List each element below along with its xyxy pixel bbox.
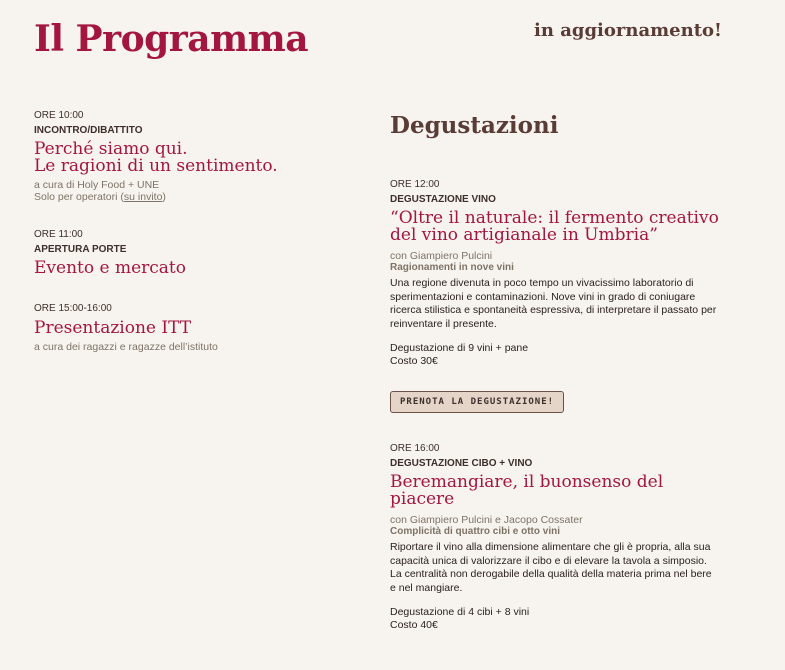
tasting-kind: DEGUSTAZIONE CIBO + VINO xyxy=(390,458,533,469)
event-meta xyxy=(34,179,354,203)
tasting-subtitle: Ragionamenti in nove vini xyxy=(390,262,514,273)
tasting-description: Riportare il vino alla dimensione alimentare che gli è propria, alla sua capacità unica di valorizzare il cibo e di elevare la tavola a simposio. La centralità non derogabile della qualità della materia prima nel bere e nel mangiare. xyxy=(390,541,712,594)
book-tasting-button[interactable]: PRENOTA LA DEGUSTAZIONE! xyxy=(390,391,564,413)
tasting-offer-text: Degustazione di 4 cibi + 8 vini xyxy=(390,606,530,618)
access-prefix: Solo per operatori ( xyxy=(34,191,124,203)
tasting-description: Una regione divenuta in poco tempo un vivacissimo laboratorio di sperimentazioni e contaminazioni. Nove vini in grado di coniugare ricerca stilistica e spontaneità espressiva, di interpretare il passato per reinventare il presente. xyxy=(390,277,717,330)
invite-link[interactable]: su invito xyxy=(123,191,163,203)
event-title-line: Le ragioni di un sentimento. xyxy=(34,156,278,176)
tasting-host: con Giampiero Pulcini xyxy=(390,250,493,262)
tastings-heading: Degustazioni xyxy=(390,112,559,139)
schedule-column xyxy=(34,110,354,379)
tasting-cost: Costo 40€ xyxy=(390,619,438,631)
event-time: ORE 11:00 xyxy=(34,229,83,240)
event-item xyxy=(34,110,354,203)
event-title: Presentazione ITT xyxy=(34,318,192,338)
event-curator: a cura di Holy Food + UNE xyxy=(34,179,160,191)
tasting-item xyxy=(390,443,720,632)
update-status: in aggiornamento! xyxy=(534,20,722,41)
event-curator: a cura dei ragazzi e ragazze dell’istituto xyxy=(34,341,218,353)
tasting-kind: DEGUSTAZIONE VINO xyxy=(390,194,496,205)
tastings-column xyxy=(390,112,720,662)
tasting-offer-text: Degustazione di 9 vini + pane xyxy=(390,342,529,354)
access-suffix: ) xyxy=(162,191,166,203)
event-title-line: Perché siamo qui. xyxy=(34,139,188,159)
tasting-title: Beremangiare, il buonsenso del piacere xyxy=(390,472,664,509)
event-time: ORE 10:00 xyxy=(34,110,84,121)
tasting-item xyxy=(390,179,720,413)
event-kind: APERTURA PORTE xyxy=(34,244,127,255)
tasting-subtitle: Complicità di quattro cibi e otto vini xyxy=(390,526,561,537)
event-item xyxy=(34,229,354,277)
tasting-title: “Oltre il naturale: il fermento creativo del vino artigianale in Umbria” xyxy=(390,208,719,245)
tasting-offer xyxy=(390,342,720,368)
event-title: Evento e mercato xyxy=(34,258,186,278)
tasting-time: ORE 16:00 xyxy=(390,443,440,454)
page-title: Il Programma xyxy=(34,18,309,60)
tasting-host: con Giampiero Pulcini e Jacopo Cossater xyxy=(390,514,583,526)
event-title xyxy=(34,141,354,175)
tasting-cost: Costo 30€ xyxy=(390,355,438,367)
tasting-offer xyxy=(390,606,720,632)
tasting-time: ORE 12:00 xyxy=(390,179,440,190)
event-time: ORE 15:00-16:00 xyxy=(34,303,112,314)
event-item xyxy=(34,303,354,353)
event-kind: INCONTRO/DIBATTITO xyxy=(34,125,143,136)
